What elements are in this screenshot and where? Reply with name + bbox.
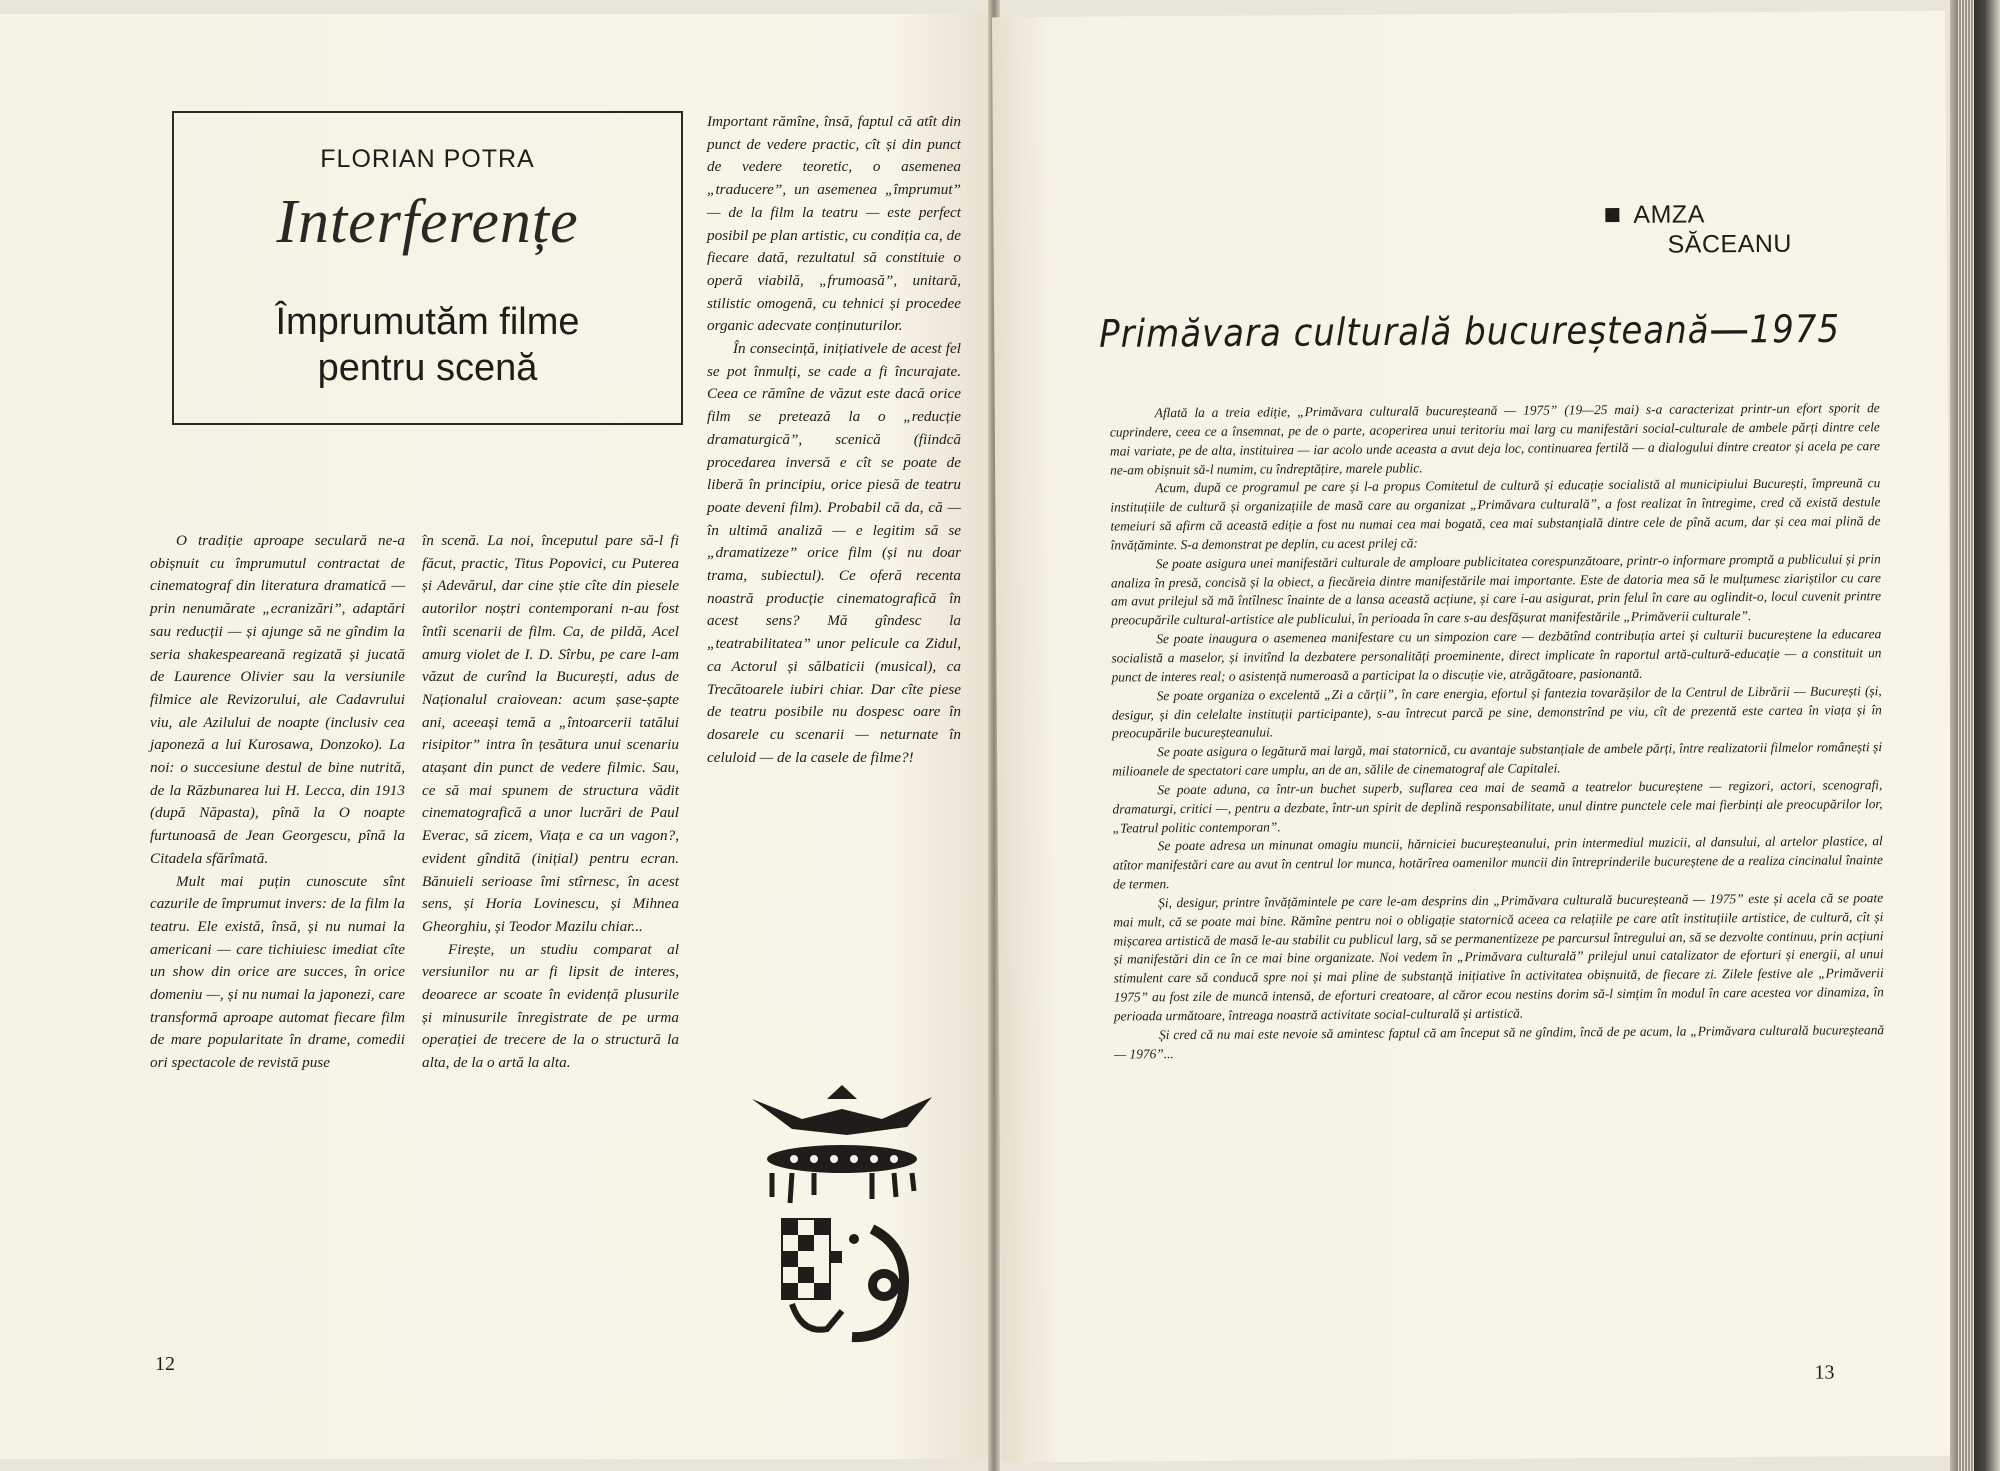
paragraph: Mult mai puțin cunoscute sînt cazurile de împrumut invers: de la film la teatru. Ele există, însă, și nu numai la americani — care tichiuiesc imediat cîte un show din orice are succes, în orice domeniu —, și nu numai la japonezi, care transformă aproape automat fiecare film de mare popularitate în drame, comedii ori spectacole de revistă puse [150,872,405,1072]
paragraph: Se poate inaugura o asemenea manifestare cu un simpozion care — dezbătînd contribuția artei și culturii bucureștene la educarea socialistă a maselor, și invitînd la dezbatere personalități proeminente, direct implicate în raportul artă-cultură-educație — a constituit un punct de interes real; o asistență numeroasă a participat la o discuție vie, atrăgătoare, pasionantă. [1111,626,1882,685]
book-cover-edge [1950,0,2000,1471]
paragraph: Se poate aduna, ca într-un buchet superb, suflarea cea mai de seamă a teatrelor bucureștene — regizori, actori, scenografi, dramaturgi, critici —, pentru a dezbate, într-un spirit de deplină responsabilitate, unul dintre punctele cele mai fierbinți ale preocupărilor lor, „Teatrul politic contemporan”. [1112,777,1883,836]
page-number: 13 [1814,1361,1835,1384]
paragraph: Se poate adresa un minunat omagiu muncii, hărniciei bucureșteanului, prin intermediul muzicii, al dansului, al artelor plastice, al atîtor manifestări care au avut în centrul lor munca, hotărîrea oamenilor muncii din întreprinderile bucureștene de a realiza cincinalul înainte de termen. [1112,833,1883,892]
title-dash [1712,330,1748,334]
article-body [1110,399,1885,1064]
author-line-1: AMZA [1633,200,1705,229]
paragraph: Se poate asigura o legătură mai largă, mai statornică, cu avantaje substanțiale de ambele părți, între realizatorii filmelor românești și milioanele de spectatori care umplu, an de an, sălile de cinematograf ale Capitalei. [1112,739,1883,779]
article-title [1099,307,1879,357]
author-name [1605,199,1825,261]
paragraph: O tradiție aproape seculară ne-a obișnuit cu împrumutul contractat de cinematograf din literatura dramatică — prin nenumărate „ecranizări”, adaptări sau reducții — și ajunge să ne gîndim la seria shakespeareană regizată și jucată de Laurence Olivier sau la versiunile filmice ale Revizorului, ale Cadavrului viu, ale Azilului de noapte (inclusiv cea japoneză a lui Kurosawa, Donzoko). La noi: o succesiune destul de bine nutrită, de la Răzbunarea lui H. Lecca, din 1913 (după Năpasta), pînă la O noapte furtunoasă de Jean Georgescu, pînă la Citadela sfărîmată. [150,532,405,867]
author-name: FLORIAN POTRA [320,145,535,173]
paragraph: Și, desigur, printre învățămintele pe care le-am desprins din „Primăvara culturală bucureșteană — 1975” este și acela că se poate mai mult, că se poate mai bine. Rămîne pentru noi o obligație statornică aceea ca relațiile pe care atît instituțiile artistice, de cultură, cît și mișcarea artistică de masă le-au stabilit cu publicul larg, să se permanentizeze pe parcursul întregului an, să se dezvolte continuu, prin acțiuni și manifestări din ce în ce mai bine organizate. Noi vedem în „Primăvara culturală” prilejul unui catalizator de eforturi și energii, al unui stimulent care să conducă spre noi și mai pline de substanță inițiative în activitatea obișnuită, de fiecare zi. Zilele festive ale „Primăverii 1975” au fost zile de muncă intensă, de eforturi creatoare, al căror ecou nestins dorim să-l simțim în modul în care acestea vor dinamiza, în perioada următoare, întreaga noastră activitate social-culturală și artistică. [1113,890,1884,1024]
title-text: Primăvara culturală bucureșteană [1099,307,1710,358]
article-title: Interferențe [276,188,579,256]
right-page [992,11,1955,1463]
paragraph: Firește, un studiu comparat al versiunilor nu ar fi lipsit de interes, deoarece ar scoate în evidență plusurile și minusurile înregistrate de pe urma operației de trecere de la o structură la alta, de la o artă la alta. [422,940,679,1072]
paragraph: Și cred că nu mai este nevoie să amintesc faptul că am început să ne gîndim, încă de pe acum, la „Primăvara culturală bucureșteană — 1976”... [1114,1021,1885,1062]
left-page [0,14,991,1459]
paragraph: Se poate organiza o excelentă „Zi a cărții”, în care energia, efortul și fantezia tovarășilor de la Centrul de Librării — București (și, desigur, și din celelalte instituții participante), s-au întrecut parcă pe sine, demonstrînd pe viu, cît de prezentă este cartea în viața și în preocupările bucureșteanului. [1111,682,1882,741]
text-column-2 [422,530,679,1075]
paragraph: Aflată la a treia ediție, „Primăvara culturală bucureșteană — 1975” (19—25 mai) s-a caracterizat printr-un efort sporit de cuprindere, ceea ce a însemnat, pe de o parte, acoperirea unui teritoriu mai larg cu manifestări social-culturale de ambele părți dintre cele mai variate, pe de alta, instituirea — iar acolo unde aceasta a avut deja loc, continuarea fertilă — a dialogului dintre creator și acela pe care ne-am obișnuit să-l numim, cu îndreptățire, marele public. [1109,400,1881,478]
paragraph: Acum, după ce programul pe care și l-a propus Comitetul de cultură și educație socialistă al municipiului București, împreună cu instituțiile de cultură și organizațiile de masă care au organizat „Primăvara culturală”, a fost realizat în întregime, cred că există destule temeiuri să afirm că această ediție a fost nu numai cea mai bogată, cea mai substanțială dintre cele de pînă acum, dar și cea mai plină de învățăminte. S-a demonstrat pe deplin, cu acest prilej că: [1110,475,1881,553]
text-column-3 [707,111,961,769]
paragraph: În consecință, inițiativele de acest fel se pot înmulți, se cade a fi încurajate. Ceea ce rămîne de văzut este dacă orice film se pretează la o „reducție dramaturgică”, scenică (fiindcă procedarea inversă e cît se poate de liberă în principiu, orice piesă de teatru poate deveni film). Probabil că da, că — în ultimă analiză — e legitim să se „dramatizeze” orice film (și nu doar trama, subiectul). Ce oferă recenta noastră producție cinematografică în acest sens? Mă gîndesc la „teatrabilitatea” unor pelicule ca Zidul, ca Actorul și sălbaticii (musical), ca Trecătoarele iubiri chiar. Dar cîte piese de teatru posibile nu dospesc oare în dosarele cu scenarii — neturnate în celuloid — de la casele de filme?! [707,340,961,766]
paragraph: Se poate asigura unei manifestări culturale de amploare publicitatea corespunzătoare, printr-o informare promptă a publicului și prin analiza în presă, concisă și la obiect, a fiecăreia dintre manifestările mai importante. Este de datoria mea să le mulțumesc ziariștilor cu care am avut prilejul să mă întîlnesc înainte de a lansa această acțiune, și care i-au asigurat, prin felul în care au oglindit-o, locul cuvenit printre preocupările cultural-artistice ale publicului, în perioada în care s-au desfășurat manifestările „Primăverii culturale”. [1110,550,1882,628]
theatre-ornament-illustration [732,1079,952,1369]
title-box [172,111,683,425]
title-year: 1975 [1749,307,1841,353]
paragraph: în scenă. La noi, începutul pare să-l fi făcut, practic, Titus Popovici, cu Puterea și Adevărul, dar cine știe cîte din piesele autorilor noștri contemporani n-au fost întîi scenarii de film. Ca, de pildă, Acel amurg violet de I. D. Sîrbu, pe care l-am văzut de curînd la București, adus de Naționalul craiovean: acum șase-șapte ani, aceeași temă a „întoarcerii tatălui risipitor” intra în țesătura unui scenariu atașant din punct de vedere filmic. Sau, ce să mai spunem de structura vădit cinematografică a unor lucrări de Paul Everac, să zicem, Viața e ca un vagon?, evident gîndită (inițial) pentru ecran. Bănuieli serioase îmi stîrnesc, în acest sens, și Horia Lovinescu, și Mihnea Gheorghiu, și Teodor Mazilu chiar... [422,532,679,935]
subtitle-line-2: pentru scenă [317,347,538,389]
article-subtitle [174,299,681,391]
text-column-1 [150,530,405,1075]
paragraph: Important rămîne, însă, faptul că atît din punct de vedere practic, cît și din punct de vedere teoretic, o asemenea „traducere”, un asemenea „împrumut” — de la film la teatru — este perfect posibil pe plan artistic, cu condiția ca, de fiecare dată, rezultatul să constituie o operă viabilă, „frumoasă”, unitară, stilistic omogenă, cu tehnici și procedee organic adecvate conținuturilor. [707,113,961,335]
author-line-2: SĂCEANU [1667,229,1793,259]
square-bullet-icon [1605,208,1619,222]
page-number: 12 [155,1353,175,1375]
subtitle-line-1: Împrumutăm filme [275,301,580,343]
